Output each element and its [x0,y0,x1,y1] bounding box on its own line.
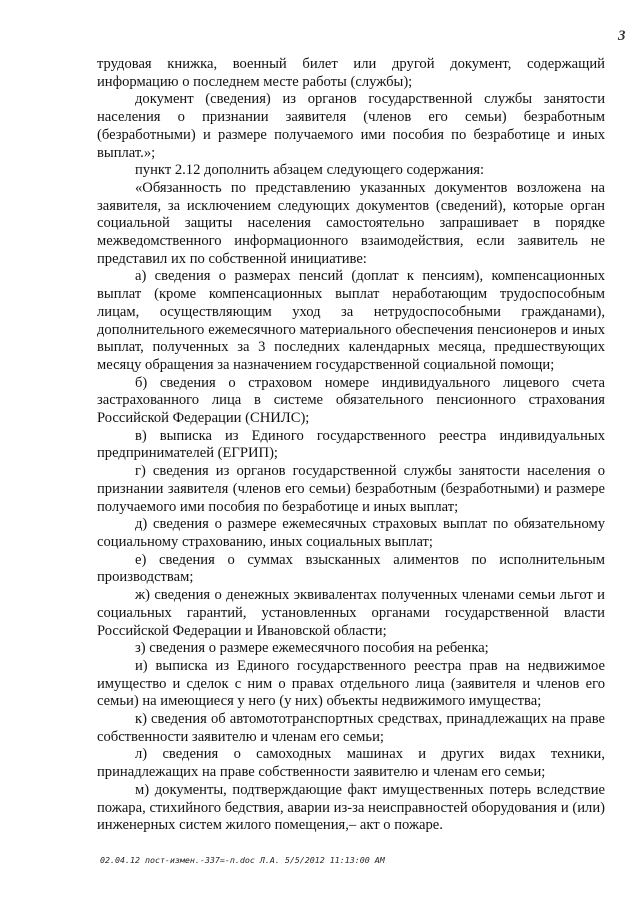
paragraph: а) сведения о размерах пенсий (доплат к пенсиям), компенсационных выплат (кроме компенсационных выплат неработающим трудоспособным лицам, осуществляющим уход за нетрудоспособными гражданами), дополнительного ежемесячного материального обеспечения пенсионеров и иных выплат, полученных за 3 последних календарных месяца, предшествующих месяцу обращения за назначением государственной социальной помощи; [97,268,605,373]
paragraph: ж) сведения о денежных эквивалентах полученных членами семьи льгот и социальных гарантий, установленных органами государственной власти Российской Федерации и Ивановской области; [97,587,605,639]
paragraph: г) сведения из органов государственной службы занятости населения о признании заявителя (членов его семьи) безработным (безработными) и размере получаемого ими пособия по безработице и иных выплат; [97,463,605,515]
paragraph: б) сведения о страховом номере индивидуального лицевого счета застрахованного лица в системе обязательного пенсионного страхования Российской Федерации (СНИЛС); [97,374,605,427]
paragraph: документ (сведения) из органов государственной службы занятости населения о признании заявителя (членов его семьи) безработным (безработными) и размере получаемого ими пособия по безработице и иных выплат.»; [97,91,605,161]
paragraph: з) сведения о размере ежемесячного пособия на ребенка; [135,640,489,657]
paragraph: и) выписка из Единого государственного реестра прав на недвижимое имущество и сделок с ним о правах отдельного лица (заявителя и членов его семьи) на имеющиеся у него (у них) объекты недвижимого имущества; [97,657,605,710]
paragraph: трудовая книжка, военный билет или другой документ, содержащий информацию о последнем месте работы (службы); [97,56,605,90]
paragraph: е) сведения о суммах взысканных алиментов по исполнительным производствам; [97,551,605,586]
paragraph: в) выписка из Единого государственного реестра индивидуальных предпринимателей (ЕГРИП); [97,427,605,462]
paragraph: д) сведения о размере ежемесячных страховых выплат по обязательному социальному страхованию, иных социальных выплат; [97,516,605,550]
paragraph: пункт 2.12 дополнить абзацем следующего содержания: [135,162,485,179]
paragraph: «Обязанность по представлению указанных документов возложена на заявителя, за исключением следующих документов (сведений), которые орган социальной защиты населения самостоятельно запрашивает в порядке межведомственного информационного взаимодействия, если заявитель не представил их по собственной инициативе: [97,179,605,267]
paragraph: к) сведения об автомототранспортных средствах, принадлежащих на праве собственности заявителю и членам его семьи; [97,711,605,745]
document-footer: 02.04.12 пост-измен.-337=-п.doc Л.А. 5/5/2012 11:13:00 AM [100,855,385,865]
page-number: 3 [618,28,626,44]
paragraph: м) документы, подтверждающие факт имущественных потерь вследствие пожара, стихийного бедствия, аварии из-за неисправностей оборудования и (или) инженерных систем жилого помещения,– акт о пожаре. [97,781,605,834]
paragraph: л) сведения о самоходных машинах и других видах техники, принадлежащих на праве собственности заявителю и членам его семьи; [97,746,605,781]
document-body [97,56,605,835]
